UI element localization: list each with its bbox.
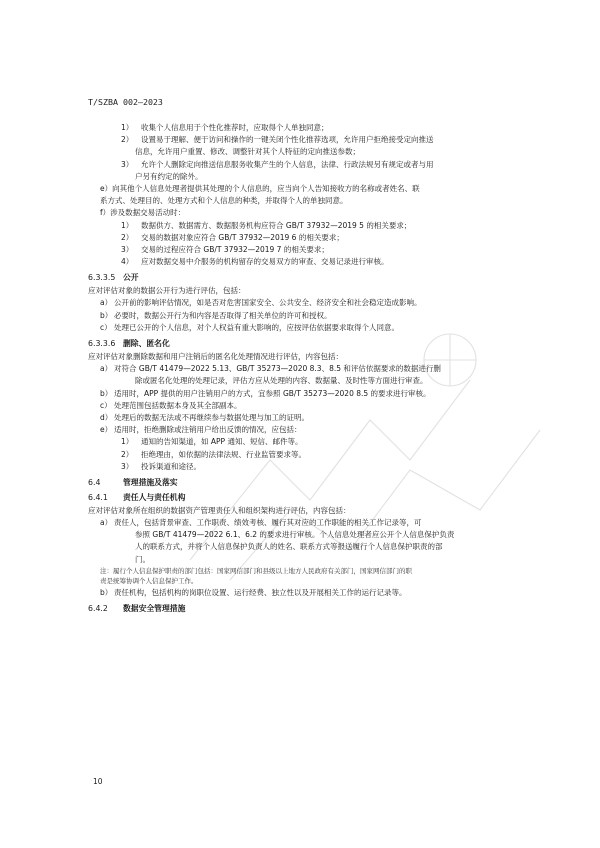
body-line: [88, 529, 518, 541]
line-text: 适用时，拒绝删除或注销用户给出反馈的情况，应包括：: [114, 425, 302, 435]
body-line: [88, 517, 518, 529]
line-text: 系方式、处理目的、处理方式和个人信息的种类，并取得个人的单独同意。: [100, 196, 348, 206]
page-number: 10: [93, 777, 103, 786]
body-line: [88, 220, 518, 232]
body-line: [88, 351, 518, 363]
body-line: [88, 412, 518, 424]
line-text: 应对评估对象删除数据和用户注销后的匿名化处理情况进行评估，内容包括：: [88, 352, 343, 361]
item-marker: b）: [100, 587, 113, 597]
body-line: [88, 424, 518, 436]
item-marker: 2）: [121, 449, 134, 459]
body-line: [88, 461, 518, 473]
body-line: [88, 505, 518, 517]
line-text: 处理范围包括数据本身及其全部副本。: [114, 400, 242, 410]
body-line: [88, 159, 518, 171]
document-body: [88, 122, 518, 616]
body-line: [88, 256, 518, 268]
body-line: [88, 297, 518, 309]
item-marker: d）: [100, 412, 113, 422]
item-marker: e）: [100, 425, 113, 435]
line-text: 责任机构，包括机构的岗职位设置、运行经费、独立性以及开展相关工作的运行记录等。: [114, 587, 407, 597]
section-number: 6.4.1: [88, 492, 108, 502]
item-marker: b）: [100, 310, 113, 320]
section-number: 6.3.3.6: [88, 339, 116, 348]
item-marker: 2）: [121, 232, 134, 242]
section-title: 公开: [123, 273, 139, 283]
body-line: [88, 171, 518, 183]
item-marker: b）: [100, 388, 113, 398]
line-text: 注：履行个人信息保护职责的部门包括：国家网信部门和县级以上地方人民政府有关部门，国家网信部门的职: [100, 566, 412, 575]
line-text: 应对评估对象的数据公开行为进行评估，包括：: [88, 286, 246, 296]
document-id-header: T/SZBA 002—2023: [88, 97, 163, 107]
line-text: 责任人，包括背景审查、工作职责、绩效考核、履行其对应的工作职能的相关工作记录等，可: [114, 518, 422, 528]
item-marker: 1）: [121, 123, 134, 132]
body-line: [88, 388, 518, 400]
section-title: 责任人与责任机构: [123, 492, 186, 502]
section-heading: [88, 492, 518, 503]
section-heading: [88, 338, 518, 349]
item-marker: c）: [100, 322, 112, 332]
section-heading: [88, 477, 518, 488]
body-line: [88, 541, 518, 553]
section-title: 删除、匿名化: [123, 339, 170, 348]
body-line: [88, 244, 518, 256]
section-heading: [88, 603, 518, 614]
line-text: 公开前的影响评估情况，如是否对危害国家安全、公共安全、经济安全和社会稳定造成影响。: [114, 298, 422, 308]
line-text: e）向其他个人信息处理者提供其处理的个人信息的，应当向个人告知接收方的名称或者姓名、联: [100, 183, 420, 193]
line-text: 交易的过程应符合 GB/T 37932—2019 7 的相关要求；: [141, 244, 329, 254]
line-text: 对符合 GB/T 41479—2022 5.13、GB/T 35273—2020 8.3、8.5 和评估依据要求的数据进行删: [114, 364, 441, 374]
note-text: [88, 576, 518, 587]
body-line: [88, 400, 518, 412]
item-marker: 1）: [121, 220, 134, 230]
line-text: 数据供方、数据需方、数据服务机构应符合 GB/T 37932—2019 5 的相关要求；: [141, 220, 412, 230]
section-title: 数据安全管理措施: [123, 604, 186, 613]
item-marker: 3）: [121, 159, 134, 169]
body-line: [88, 554, 518, 566]
body-line: [88, 285, 518, 297]
item-marker: 4）: [121, 257, 134, 267]
line-text: 必要时，数据公开行为和内容是否取得了相关单位的许可和授权。: [114, 310, 332, 320]
body-line: [88, 195, 518, 207]
line-text: 通知的告知渠道，如 APP 通知、短信、邮件等。: [141, 437, 303, 447]
item-marker: c）: [100, 400, 112, 410]
body-line: [88, 183, 518, 195]
line-text: 收集个人信息用于个性化推荐时，应取得个人单独同意；: [141, 123, 329, 132]
line-text: 户另有约定的除外。: [135, 171, 203, 181]
line-text: 投诉渠道和途径。: [141, 461, 201, 471]
item-marker: a）: [100, 364, 113, 374]
line-text: 参照 GB/T 41479—2022 6.1、6.2 的要求进行审核。个人信息处理者应公开个人信息保护负责: [135, 530, 455, 540]
line-text: 门。: [135, 554, 150, 564]
body-line: [88, 146, 518, 158]
section-heading: [88, 272, 518, 283]
item-marker: 1）: [121, 437, 134, 447]
line-text: 拒绝理由，如依据的法律法规、行业监管要求等。: [141, 449, 306, 459]
line-text: 处理已公开的个人信息，对个人权益有重大影响的，应按评估依据要求取得个人同意。: [114, 322, 399, 332]
body-line: [88, 436, 518, 448]
line-text: 适用时，APP 提供的用户注销用户的方式，宜参照 GB/T 35273—2020 8.5 的要求进行审核。: [114, 388, 431, 398]
line-text: 除或匿名化处理的处理记录，评估方应从处理的内容、数据量、及时性等方面进行审查。: [135, 376, 428, 386]
body-line: [88, 375, 518, 387]
note-text: [88, 566, 518, 577]
body-line: [88, 122, 518, 134]
line-text: 应对数据交易中介服务的机构留存的交易双方的审查、交易记录进行审核。: [141, 257, 389, 267]
line-text: 责是统筹协调个人信息保护工作。: [100, 577, 198, 586]
item-marker: a）: [100, 298, 113, 308]
line-text: 设置易于理解、便于访问和操作的一键关闭个性化推荐选项，允许用户拒绝接受定向推送: [141, 135, 434, 145]
line-text: 人的联系方式，并将个人信息保护负责人的姓名、联系方式等报送履行个人信息保护职责的部: [135, 542, 443, 552]
body-line: [88, 207, 518, 219]
body-line: [88, 134, 518, 146]
item-marker: a）: [100, 518, 113, 528]
item-marker: 3）: [121, 244, 134, 254]
body-line: [88, 587, 518, 599]
item-marker: 3）: [121, 461, 134, 471]
body-line: [88, 310, 518, 322]
body-line: [88, 449, 518, 461]
section-number: 6.3.3.5: [88, 273, 116, 283]
body-line: [88, 232, 518, 244]
line-text: 交易的数据对象应符合 GB/T 37932—2019 6 的相关要求；: [141, 232, 344, 242]
section-title: 管理措施及落实: [123, 477, 178, 487]
line-text: 应对评估对象所在组织的数据资产管理责任人和组织架构进行评估，内容包括：: [88, 505, 351, 515]
body-line: [88, 363, 518, 375]
section-number: 6.4.2: [88, 604, 108, 613]
body-line: [88, 322, 518, 334]
line-text: 允许个人删除定向推送信息服务收集产生的个人信息，法律、行政法规另有规定或者与用: [141, 159, 434, 169]
line-text: f）涉及数据交易活动时：: [100, 208, 186, 218]
item-marker: 2）: [121, 135, 134, 145]
line-text: 处理后的数据无法或不再继续参与数据处理与加工的证明。: [114, 412, 309, 422]
line-text: 信息，允许用户重置、修改、调整针对其个人特征的定向推送参数；: [135, 147, 360, 157]
section-number: 6.4: [88, 477, 101, 487]
